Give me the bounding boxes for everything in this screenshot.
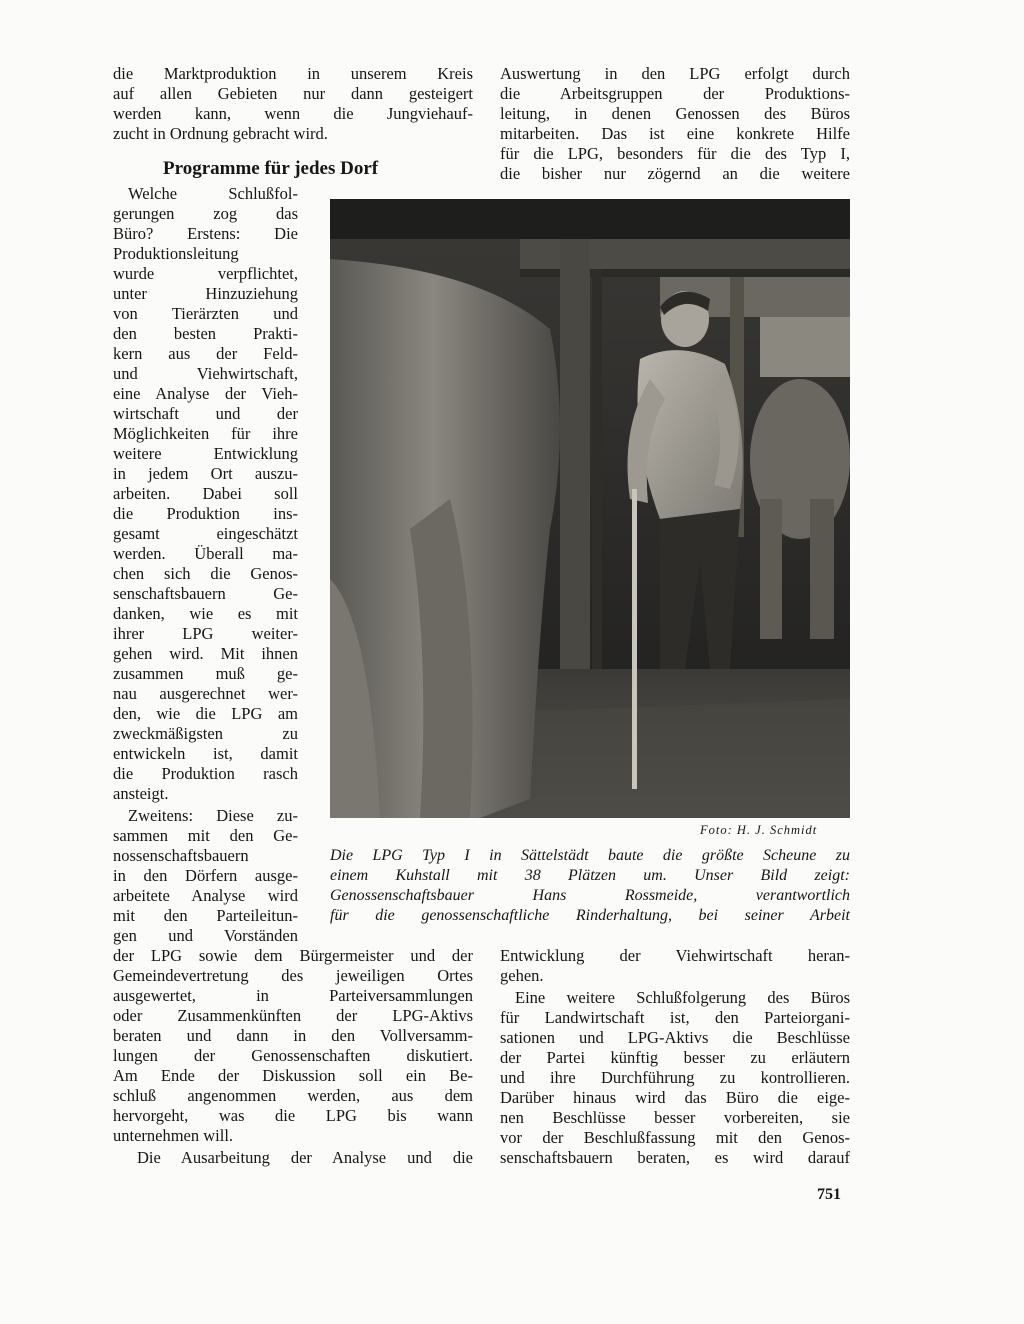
text-line: leitung, in denen Genossen des Büros (500, 104, 850, 123)
text-line: in jedem Ort auszu- (113, 464, 298, 483)
caption-line: Genossenschaftsbauer Hans Rossmeide, verantwortlich (330, 887, 850, 904)
text-line: ansteigt. (113, 784, 169, 803)
text-line: beraten und dann in den Vollversamm- (113, 1026, 473, 1045)
caption-line: für die genossenschaftliche Rinderhaltung, bei seiner Arbeit (330, 907, 850, 924)
text-line: nau ausgerechnet wer- (113, 684, 298, 703)
text-line: Welche Schlußfol- (128, 184, 298, 203)
text-line: die Produktion rasch (113, 764, 298, 783)
text-line: zweckmäßigsten zu (113, 724, 298, 743)
text-line: werden kann, wenn die Jungviehauf- (113, 104, 473, 123)
text-line: weitere Entwicklung (113, 444, 298, 463)
text-line: sationen und LPG-Aktivs die Beschlüsse (500, 1028, 850, 1047)
text-line: für die LPG, besonders für die des Typ I, (500, 144, 850, 163)
text-line: kern aus der Feld- (113, 344, 298, 363)
text-line: die Produktion ins- (113, 504, 298, 523)
text-line: auf allen Gebieten nur dann gesteigert (113, 84, 473, 103)
text-line: für Landwirtschaft ist, den Parteiorgani- (500, 1008, 850, 1027)
text-line: der LPG sowie dem Bürgermeister und der (113, 946, 473, 965)
text-line: gehen. (500, 966, 544, 985)
text-line: mit den Parteileitun- (113, 906, 298, 925)
text-line: wurde verpflichtet, (113, 264, 298, 283)
text-line: wirtschaft und der (113, 404, 298, 423)
text-line: Gemeindevertretung des jeweiligen Ortes (113, 966, 473, 985)
text-line: und ihre Durchführung zu kontrollieren. (500, 1068, 850, 1087)
text-line: ihrer LPG weiter- (113, 624, 298, 643)
text-line: Büro? Erstens: Die (113, 224, 298, 243)
text-line: hervorgeht, was die LPG bis wann (113, 1106, 473, 1125)
text-line: entwickeln ist, damit (113, 744, 298, 763)
text-line: Die Ausarbeitung der Analyse und die (137, 1148, 473, 1167)
caption-line: Die LPG Typ I in Sättelstädt baute die größte Scheune zu (330, 847, 850, 864)
text-line: Am Ende der Diskussion soll ein Be- (113, 1066, 473, 1085)
text-line: arbeitete Analyse wird (113, 886, 298, 905)
text-line: eine Analyse der Vieh- (113, 384, 298, 403)
text-line: Darüber hinaus wird das Büro die eige- (500, 1088, 850, 1107)
text-line: gehen wird. Mit ihnen (113, 644, 298, 663)
text-line: chen sich die Genos- (113, 564, 298, 583)
text-line: zucht in Ordnung gebracht wird. (113, 124, 328, 143)
text-line: die Marktproduktion in unserem Kreis (113, 64, 473, 83)
text-line: schluß angenommen werden, aus dem (113, 1086, 473, 1105)
text-line: Eine weitere Schlußfolgerung des Büros (515, 988, 850, 1007)
text-line: und Viehwirtschaft, (113, 364, 298, 383)
text-line: mitarbeiten. Das ist eine konkrete Hilfe (500, 124, 850, 143)
text-line: danken, wie es mit (113, 604, 298, 623)
text-line: werden. Überall ma- (113, 544, 298, 563)
text-line: der Partei künftig besser zu erläutern (500, 1048, 850, 1067)
text-line: zusammen muß ge- (113, 664, 298, 683)
text-line: gesamt eingeschätzt (113, 524, 298, 543)
photo-credit: Foto: H. J. Schmidt (700, 823, 818, 837)
text-line: vor der Beschlußfassung mit den Genos- (500, 1128, 850, 1147)
text-line: von Tierärzten und (113, 304, 298, 323)
text-line: die bisher nur zögernd an die weitere (500, 164, 850, 183)
text-line: die Arbeitsgruppen der Produktions- (500, 84, 850, 103)
caption-line: einem Kuhstall mit 38 Plätzen um. Unser Bild zeigt: (330, 867, 850, 884)
page-number: 751 (817, 1186, 841, 1203)
text-line: senschaftsbauern Ge- (113, 584, 298, 603)
barn-photo (330, 199, 850, 818)
text-line: lungen der Genossenschaften diskutiert. (113, 1046, 473, 1065)
text-line: den besten Prakti- (113, 324, 298, 343)
text-line: in den Dörfern ausge- (113, 866, 298, 885)
text-line: nen Beschlüsse besser vorbereiten, sie (500, 1108, 850, 1127)
text-line: ausgewertet, in Parteiversammlungen (113, 986, 473, 1005)
text-line: oder Zusammenkünften der LPG-Aktivs (113, 1006, 473, 1025)
text-line: Zweitens: Diese zu- (128, 806, 298, 825)
text-line: sammen mit den Ge- (113, 826, 298, 845)
text-line: senschaftsbauern beraten, es wird darauf (500, 1148, 850, 1167)
text-line: Entwicklung der Viehwirtschaft heran- (500, 946, 850, 965)
text-line: Produktionsleitung (113, 244, 239, 263)
text-line: unternehmen will. (113, 1126, 234, 1145)
text-line: gen und Vorständen (113, 926, 298, 945)
text-line: unter Hinzuziehung (113, 284, 298, 303)
photo-illustration (330, 199, 850, 818)
section-heading: Programme für jedes Dorf (163, 158, 379, 179)
text-line: den, wie die LPG am (113, 704, 298, 723)
text-line: gerungen zog das (113, 204, 298, 223)
text-line: Auswertung in den LPG erfolgt durch (500, 64, 850, 83)
text-line: Möglichkeiten für ihre (113, 424, 298, 443)
text-line: nossenschaftsbauern (113, 846, 249, 865)
text-line: arbeiten. Dabei soll (113, 484, 298, 503)
